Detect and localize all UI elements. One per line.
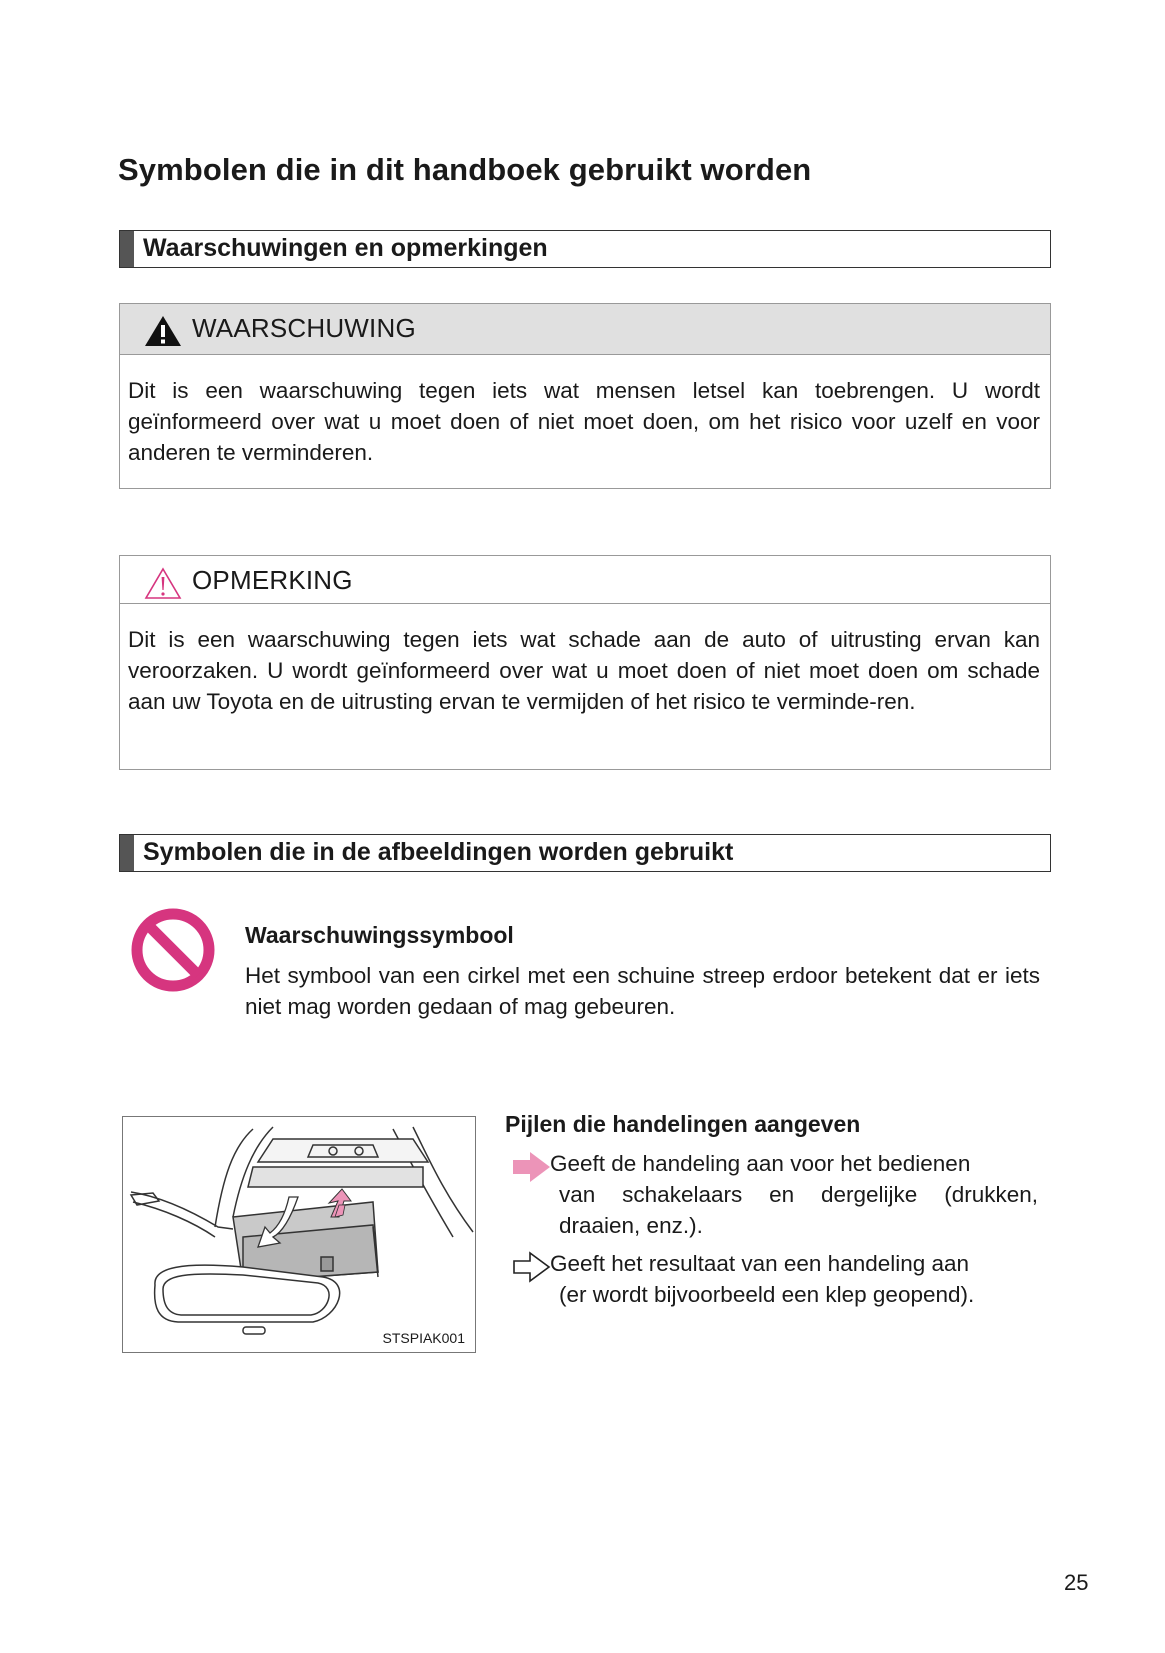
prohibition-icon <box>129 906 217 999</box>
section-header-warnings <box>119 230 1051 268</box>
warning-symbol-title: Waarschuwingssymbool <box>245 922 514 948</box>
arrow-item-text-rest: van schakelaars en dergelijke (drukken, draaien, enz.). <box>559 1182 1038 1238</box>
notice-box <box>119 555 1051 770</box>
section-header-label: Symbolen die in de afbeeldingen worden gebruikt <box>143 838 734 866</box>
arrow-item-text-first: Geeft de handeling aan voor het bedienen <box>550 1151 971 1176</box>
overhead-console-illustration <box>122 1116 476 1353</box>
pink-filled-arrow-icon <box>512 1151 552 1191</box>
page-title: Symbolen die in dit handboek gebruikt worden <box>118 152 812 187</box>
warning-symbol-description: Het symbool van een cirkel met een schuine streep erdoor betekent dat er iets niet mag worden gedaan of mag gebeuren. <box>245 963 1040 1019</box>
notice-label: OPMERKING <box>192 565 353 595</box>
page-number: 25 <box>1064 1570 1089 1595</box>
section-header-bar <box>120 231 134 267</box>
warning-label: WAARSCHUWING <box>192 313 416 343</box>
section-header-bar <box>120 835 134 871</box>
section-header-label: Waarschuwingen en opmerkingen <box>143 234 548 262</box>
warning-box <box>119 303 1051 489</box>
notice-triangle-icon <box>144 566 182 605</box>
arrow-item-text-rest: (er wordt bijvoorbeeld een klep geopend). <box>559 1282 975 1307</box>
section-header-symbols <box>119 834 1051 872</box>
arrow-item-text-first: Geeft het resultaat van een handeling aan <box>550 1251 970 1276</box>
arrows-title: Pijlen die handelingen aangeven <box>505 1111 861 1137</box>
arrow-item-operation <box>512 1148 1038 1241</box>
warning-box-header <box>120 304 1050 355</box>
warning-triangle-icon <box>144 314 182 353</box>
notice-box-header <box>120 556 1050 604</box>
notice-text: Dit is een waarschuwing tegen iets wat schade aan de auto of uitrusting ervan kan veroorzaken. U wordt geïnformeerd over wat u moet doen of niet moet doen om schade aan uw Toyota en de uitrusting ervan te vermijden of het risico te verminde-ren. <box>128 627 1040 714</box>
arrow-item-result <box>512 1248 1038 1310</box>
illustration-drawing <box>123 1117 476 1353</box>
figure-code: STSPIAK001 <box>382 1330 465 1346</box>
warning-text: Dit is een waarschuwing tegen iets wat mensen letsel kan toebrengen. U wordt geïnformeerd over wat u moet doen of niet moet doen, om het risico voor uzelf en voor anderen te verminderen. <box>128 378 1040 465</box>
outline-arrow-icon <box>512 1251 552 1291</box>
